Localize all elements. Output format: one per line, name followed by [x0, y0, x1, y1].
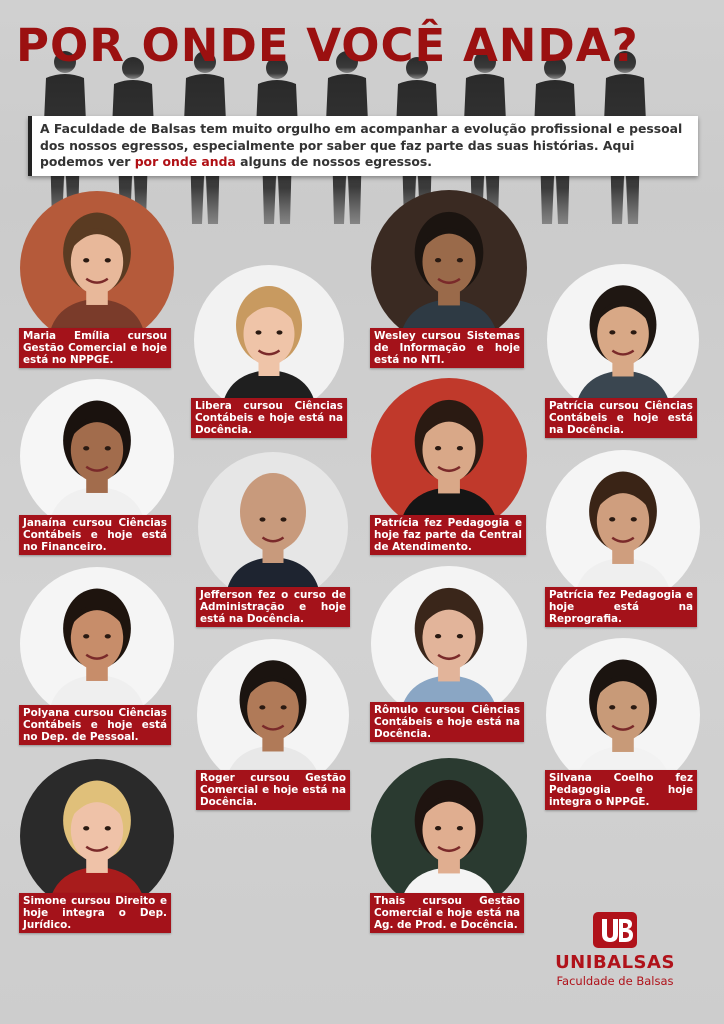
alumni-photo: [371, 758, 527, 914]
alumni-photo: [546, 638, 700, 792]
intro-highlight: por onde anda: [134, 154, 236, 169]
alumni-photo: [371, 566, 527, 722]
alumni-photo: [198, 452, 348, 602]
alumni-caption: Maria Emília cursou Gestão Comercial e hoje está no NPPGE.: [19, 328, 171, 368]
logo-subtitle: Faculdade de Balsas: [556, 974, 674, 988]
unibalsas-logo-mark-icon: [593, 912, 637, 948]
alumni-photo: [546, 450, 700, 604]
alumni-caption: Rômulo cursou Ciências Contábeis e hoje está na Docência.: [370, 702, 524, 742]
alumni-caption: Patrícia cursou Ciências Contábeis e hoje está na Docência.: [545, 398, 697, 438]
alumni-caption: Janaína cursou Ciências Contábeis e hoje está no Financeiro.: [19, 515, 171, 555]
alumni-caption: Wesley cursou Sistemas de Informação e hoje está no NTI.: [370, 328, 524, 368]
alumni-photo: [20, 191, 174, 345]
alumni-caption: Roger cursou Gestão Comercial e hoje está na Docência.: [196, 770, 350, 810]
alumni-caption: Patrícia fez Pedagogia e hoje está na Reprografia.: [545, 587, 697, 627]
alumni-photo: [371, 378, 527, 534]
logo-name: UNIBALSAS: [555, 952, 675, 973]
alumni-caption: Jefferson fez o curso de Administração e hoje está na Docência.: [196, 587, 350, 627]
alumni-photo: [194, 265, 344, 415]
intro-text: [28, 116, 698, 176]
alumni-caption: Libera cursou Ciências Contábeis e hoje está na Docência.: [191, 398, 347, 438]
page-title: POR ONDE VOCÊ ANDA?: [16, 19, 639, 72]
alumni-photo: [197, 639, 349, 791]
alumni-photo: [20, 379, 174, 533]
alumni-caption: Thais cursou Gestão Comercial e hoje está na Ag. de Prod. e Docência.: [370, 893, 524, 933]
alumni-caption: Polyana cursou Ciências Contábeis e hoje está no Dep. de Pessoal.: [19, 705, 171, 745]
alumni-photo: [20, 567, 174, 721]
alumni-caption: Patrícia fez Pedagogia e hoje faz parte da Central de Atendimento.: [370, 515, 526, 555]
intro-text-start: A Faculdade de Balsas tem muito orgulho em acompanhar a evolução profissional e pessoal dos nossos egressos, especialmente por saber que faz parte das suas histórias. Aqui podemos ver: [40, 121, 683, 169]
alumni-caption: Simone cursou Direito e hoje integra o Dep. Jurídico.: [19, 893, 171, 933]
intro-text-end: alguns de nossos egressos.: [235, 154, 432, 169]
alumni-caption: Silvana Coelho fez Pedagogia e hoje integra o NPPGE.: [545, 770, 697, 810]
alumni-photo: [371, 190, 527, 346]
alumni-photo: [547, 264, 699, 416]
alumni-photo: [20, 759, 174, 913]
unibalsas-logo: [550, 912, 680, 992]
